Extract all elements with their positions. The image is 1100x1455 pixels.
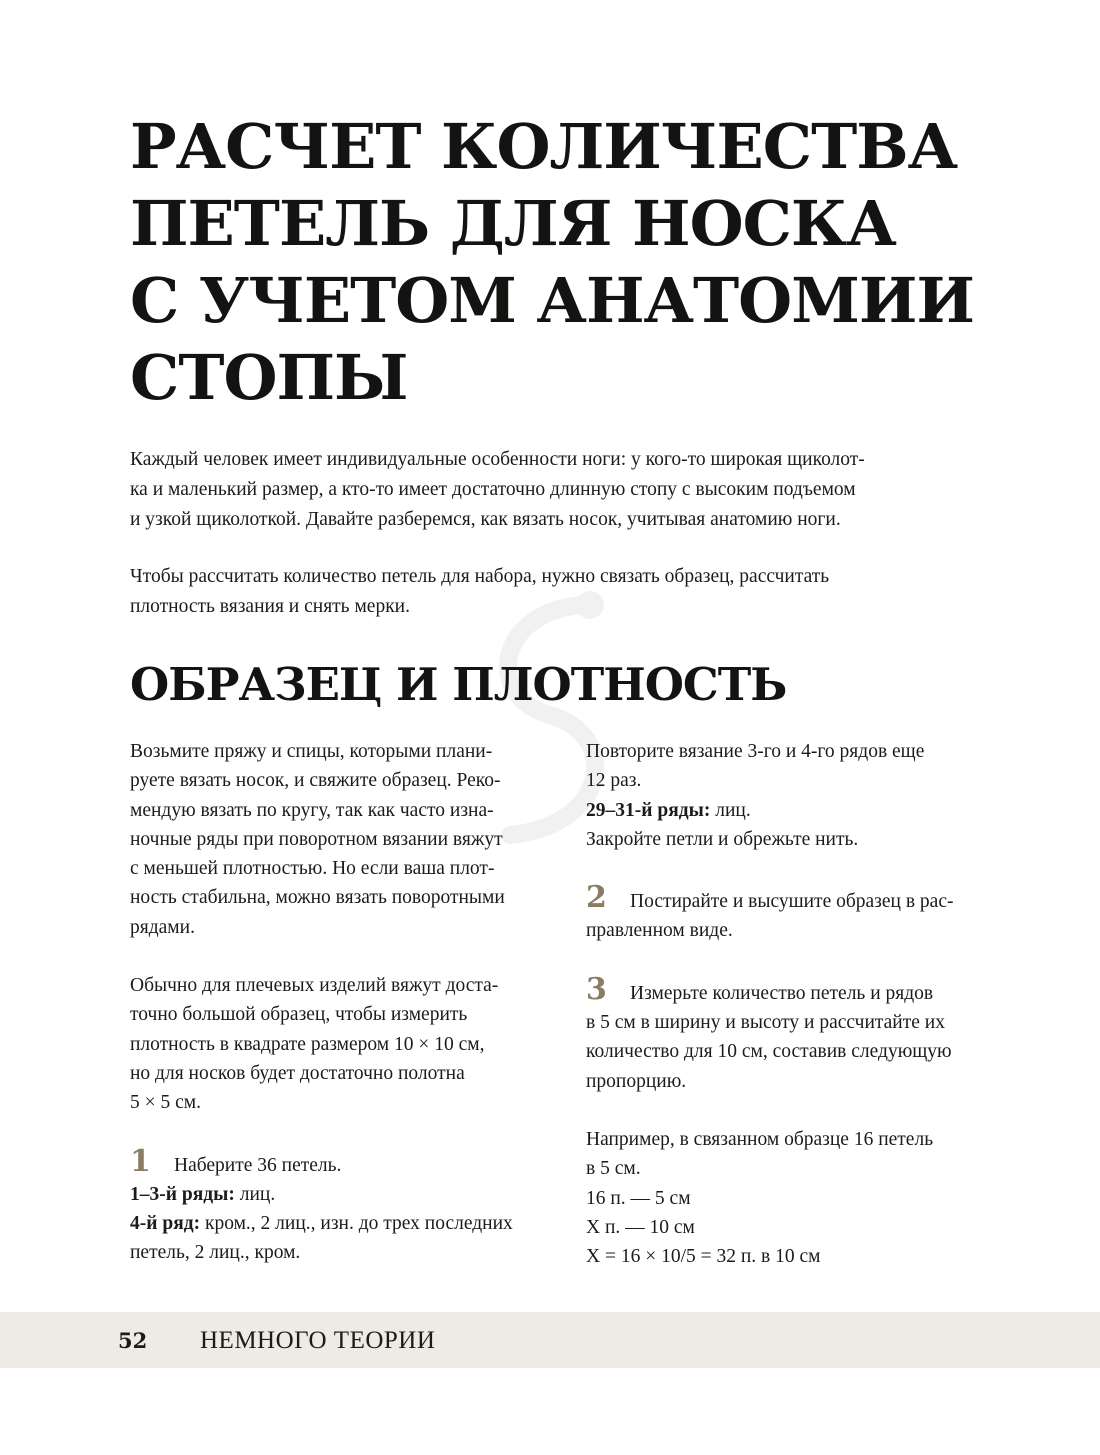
text-line: 12 раз. <box>586 770 642 792</box>
text-line: петель, 2 лиц., кром. <box>130 1242 301 1264</box>
running-head: НЕМНОГО ТЕОРИИ <box>200 1327 436 1354</box>
text-line: и узкой щиколоткой. Давайте разберемся, как вязать носок, учитывая анатомию ноги. <box>130 509 841 530</box>
step-number: 3 <box>586 971 607 1007</box>
text-line: Закройте петли и обрежьте нить. <box>586 828 859 850</box>
step-text: Постирайте и высушите образец в рас- <box>630 891 954 913</box>
row-text: лиц. <box>234 1183 276 1205</box>
text-line: точно большой образец, чтобы измерить <box>130 1004 468 1026</box>
text-line: мендую вязать по кругу, так как часто изна- <box>130 799 494 821</box>
row-text: лиц. <box>710 799 751 821</box>
step-text: Измерьте количество петель и рядов <box>630 982 934 1004</box>
step-3 <box>586 971 1016 1096</box>
text-line: но для носков будет достаточно полотна <box>130 1062 465 1084</box>
step-text: Наберите 36 петель. <box>174 1154 342 1176</box>
title-line: ПЕТЕЛЬ ДЛЯ НОСКА <box>130 187 896 260</box>
text-line: пропорцию. <box>586 1070 687 1092</box>
step-number: 2 <box>586 880 607 916</box>
text-line: Например, в связанном образце 16 петель <box>586 1128 934 1150</box>
repeat-paragraph <box>586 737 1016 854</box>
step-1 <box>130 1143 560 1268</box>
step-2 <box>586 880 1016 946</box>
formula-line: X = 16 × 10/5 = 32 п. в 10 см <box>586 1246 821 1268</box>
step-number: 1 <box>130 1143 151 1179</box>
text-line: количество для 10 см, составив следующую <box>586 1041 952 1063</box>
intro-paragraph-2 <box>130 562 980 622</box>
title-line: С УЧЕТОМ АНАТОМИИ <box>130 264 974 337</box>
text-line: руете вязать носок, и свяжите образец. Реко- <box>130 770 501 792</box>
example-paragraph <box>586 1125 1016 1271</box>
body-paragraph <box>130 737 560 942</box>
formula-line: X п. — 10 см <box>586 1216 695 1238</box>
text-line: Повторите вязание 3-го и 4-го рядов еще <box>586 741 925 762</box>
title-line: СТОПЫ <box>130 341 408 414</box>
right-column <box>586 737 1016 1271</box>
text-line: правленном виде. <box>586 920 733 942</box>
text-line: плотность вязания и снять мерки. <box>130 596 410 617</box>
row-label: 1–3-й ряды: <box>130 1183 235 1205</box>
section-title: ОБРАЗЕЦ И ПЛОТНОСТЬ <box>130 658 787 711</box>
text-line: в 5 см в ширину и высоту и рассчитайте их <box>586 1012 945 1034</box>
page-title <box>130 108 1030 416</box>
text-line: Чтобы рассчитать количество петель для набора, нужно связать образец, рассчитать <box>130 566 830 587</box>
text-line: в 5 см. <box>586 1158 641 1180</box>
text-line: Каждый человек имеет индивидуальные особенности ноги: у кого-то широкая щиколот- <box>130 449 865 470</box>
text-line: Обычно для плечевых изделий вяжут доста- <box>130 975 499 997</box>
row-text: кром., 2 лиц., изн. до трех последних <box>200 1213 513 1235</box>
text-line: с меньшей плотностью. Но если ваша плот- <box>130 858 495 880</box>
footer-band <box>0 1312 1100 1368</box>
text-line: ка и маленький размер, а кто-то имеет достаточно длинную стопу с высоким подъемом <box>130 479 856 500</box>
text-line: Возьмите пряжу и спицы, которыми плани- <box>130 741 493 762</box>
text-line: 5 × 5 см. <box>130 1092 201 1114</box>
intro-paragraph <box>130 445 980 535</box>
text-line: ность стабильна, можно вязать поворотными <box>130 887 505 909</box>
text-line: ночные ряды при поворотном вязании вяжут <box>130 828 503 850</box>
left-column <box>130 737 560 1268</box>
formula-line: 16 п. — 5 см <box>586 1187 691 1209</box>
row-label: 29–31-й ряды: <box>586 799 711 821</box>
text-line: рядами. <box>130 916 195 938</box>
page-number: 52 <box>118 1328 148 1353</box>
title-line: РАСЧЕТ КОЛИЧЕСТВА <box>130 110 958 183</box>
text-line: плотность в квадрате размером 10 × 10 см, <box>130 1033 485 1055</box>
row-label: 4-й ряд: <box>130 1213 201 1235</box>
body-paragraph <box>130 971 560 1117</box>
